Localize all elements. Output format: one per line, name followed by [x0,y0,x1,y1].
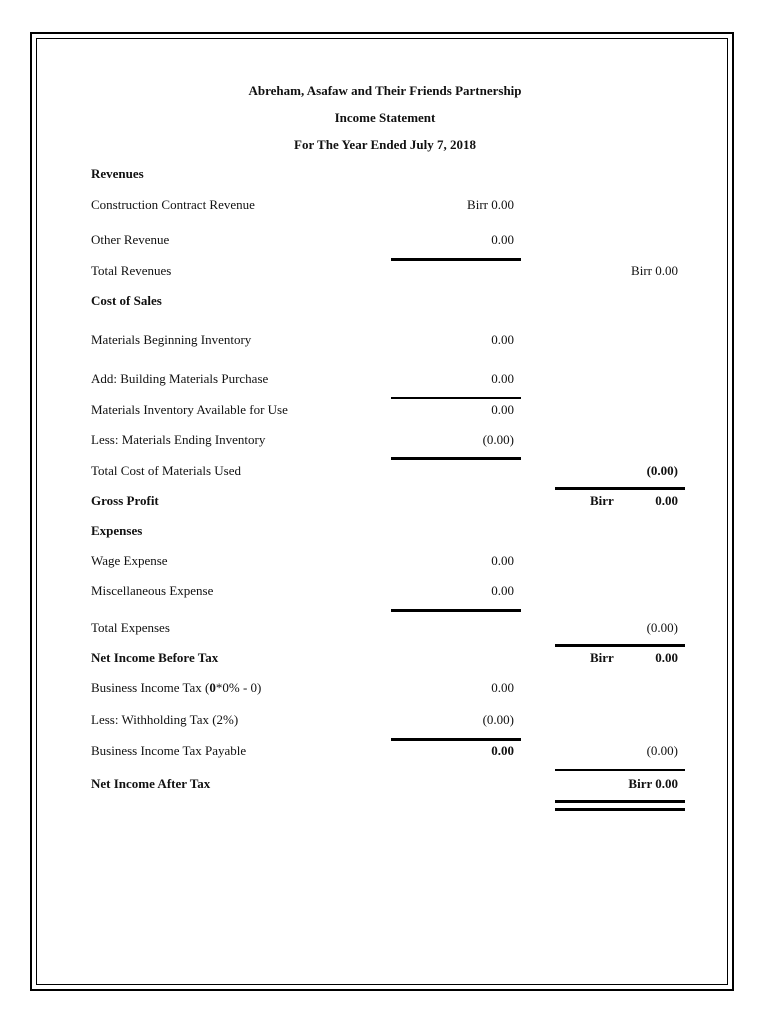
wage-expense-value: 0.00 [491,553,514,568]
tax-payable-label: Business Income Tax Payable [91,743,247,758]
subtotal-rule [391,457,521,460]
net-income-after-tax-label: Net Income After Tax [91,776,211,791]
net-income-after-tax-value: Birr 0.00 [628,776,678,791]
double-rule-bottom [555,808,685,811]
construction-revenue-label: Construction Contract Revenue [91,197,255,212]
net-income-before-tax-amount [590,650,678,666]
statement-period: For The Year Ended July 7, 2018 [294,137,476,152]
gross-profit-label: Gross Profit [91,493,159,508]
tax-payable-value: 0.00 [491,743,514,758]
tax-label-bold: 0 [209,680,216,695]
currency-label: Birr [590,493,614,508]
inventory-available-label: Materials Inventory Available for Use [91,402,288,417]
subtotal-rule [391,609,521,612]
ending-inventory-value: (0.00) [482,432,514,447]
subtotal-rule [391,738,521,741]
tax-payable-total: (0.00) [646,743,678,758]
cost-of-sales-heading: Cost of Sales [91,293,162,308]
business-income-tax-value: 0.00 [491,680,514,695]
expenses-heading: Expenses [91,523,143,538]
other-revenue-value: 0.00 [491,232,514,247]
misc-expense-label: Miscellaneous Expense [91,583,214,598]
materials-purchase-value: 0.00 [491,371,514,386]
double-rule-top [555,800,685,803]
subtotal-rule [391,258,521,261]
subtotal-rule [391,397,521,399]
inventory-available-value: 0.00 [491,402,514,417]
revenues-heading: Revenues [91,166,144,181]
withholding-tax-label: Less: Withholding Tax (2%) [91,712,239,727]
total-revenues-label: Total Revenues [91,263,172,278]
total-materials-used-label: Total Cost of Materials Used [91,463,242,478]
gross-profit-value: 0.00 [655,493,678,508]
net-income-before-tax-value: 0.00 [655,650,678,665]
tax-label-prefix: Business Income Tax ( [91,680,210,695]
withholding-tax-value: (0.00) [482,712,514,727]
ending-inventory-label: Less: Materials Ending Inventory [91,432,266,447]
gross-profit-amount [590,493,678,509]
tax-label-suffix: *0% - 0) [215,680,262,695]
beginning-inventory-value: 0.00 [491,332,514,347]
beginning-inventory-label: Materials Beginning Inventory [91,332,252,347]
total-revenues-value: Birr 0.00 [631,263,678,278]
subtotal-rule [555,644,685,647]
currency-label: Birr [590,650,614,665]
construction-revenue-value: Birr 0.00 [467,197,514,212]
wage-expense-label: Wage Expense [91,553,168,568]
total-expenses-label: Total Expenses [91,620,170,635]
other-revenue-label: Other Revenue [91,232,170,247]
business-income-tax-label [91,680,261,696]
subtotal-rule [555,487,685,490]
total-materials-used-value: (0.00) [646,463,678,478]
subtotal-rule [555,769,685,771]
materials-purchase-label: Add: Building Materials Purchase [91,371,269,386]
statement-title: Income Statement [334,110,436,125]
total-expenses-value: (0.00) [646,620,678,635]
net-income-before-tax-label: Net Income Before Tax [91,650,219,665]
misc-expense-value: 0.00 [491,583,514,598]
company-name: Abreham, Asafaw and Their Friends Partnership [248,83,522,98]
